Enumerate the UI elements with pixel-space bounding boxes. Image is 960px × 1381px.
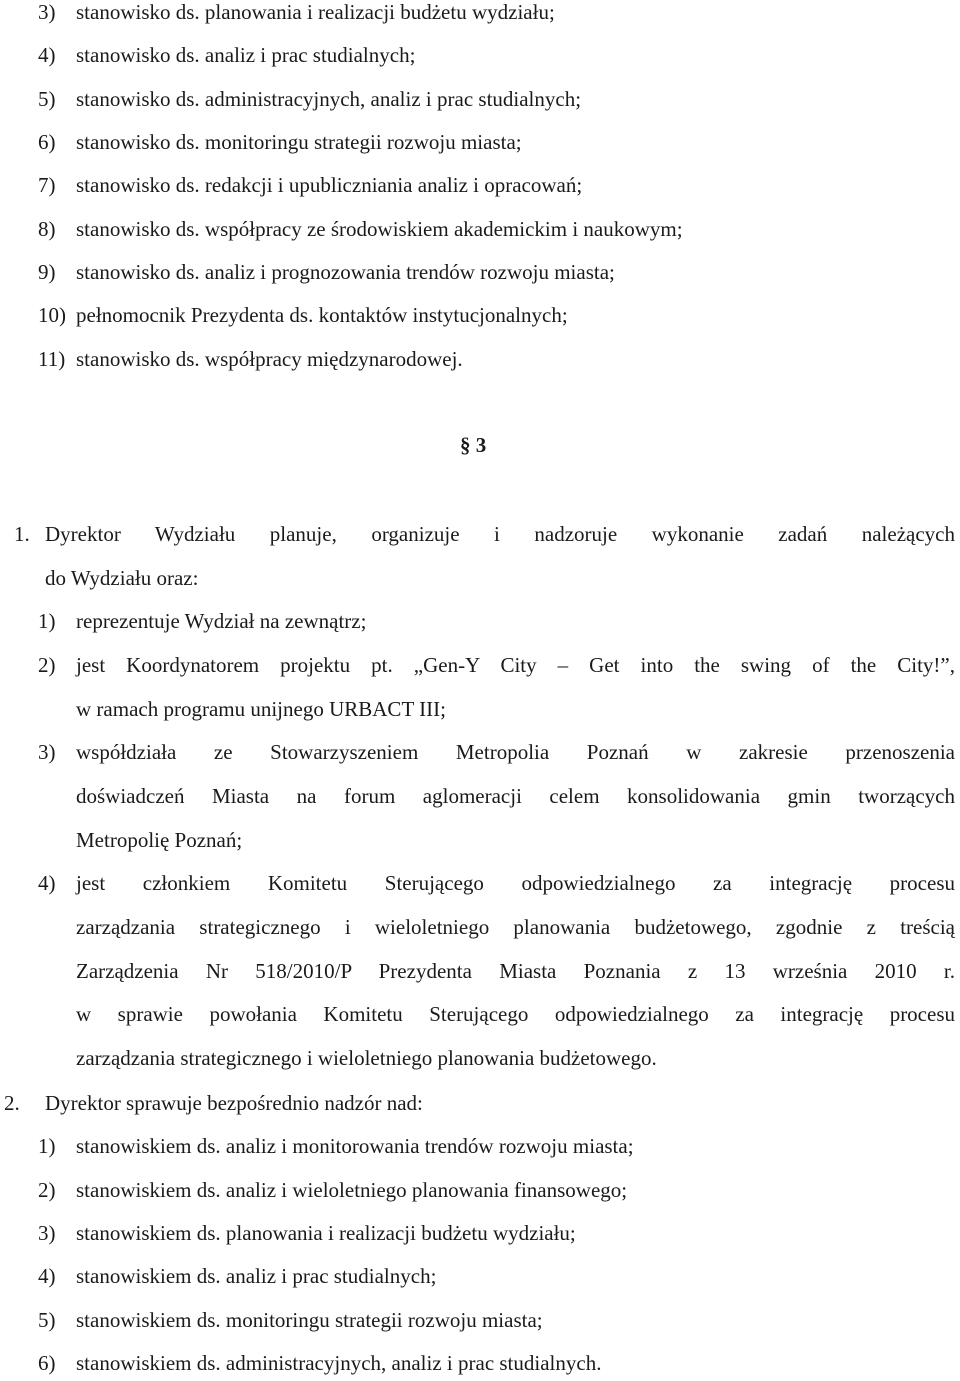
list-item: stanowisko ds. współpracy międzynarodowej. xyxy=(76,347,463,371)
list-item-number: 2) xyxy=(38,1178,56,1202)
list-item-number: 6) xyxy=(38,130,56,154)
paragraph-line: do Wydziału oraz: xyxy=(45,566,199,590)
list-item-number: 4) xyxy=(38,871,56,895)
list-item: stanowisko ds. analiz i prac studialnych; xyxy=(76,43,416,67)
list-item-number: 2) xyxy=(38,653,56,677)
list-item-number: 9) xyxy=(38,260,56,284)
list-item-number: 6) xyxy=(38,1351,56,1375)
list-item: jest Koordynatorem projektu pt. „Gen-Y City – Get into the swing of the City!”, xyxy=(76,653,955,677)
list-item: stanowisko ds. analiz i prognozowania trendów rozwoju miasta; xyxy=(76,260,615,284)
paragraph-line: Dyrektor sprawuje bezpośrednio nadzór nad: xyxy=(45,1091,423,1115)
list-item-number: 11) xyxy=(38,347,66,371)
list-item: stanowiskiem ds. monitoringu strategii rozwoju miasta; xyxy=(76,1308,543,1332)
list-item-number: 1) xyxy=(38,1134,56,1158)
list-item: jest członkiem Komitetu Sterującego odpowiedzialnego za integrację procesu xyxy=(76,871,955,895)
list-item-continuation: doświadczeń Miasta na forum aglomeracji celem konsolidowania gmin tworzących xyxy=(76,784,955,808)
paragraph-number: 2. xyxy=(4,1091,20,1115)
list-item: stanowisko ds. redakcji i upubliczniania analiz i opracowań; xyxy=(76,173,583,197)
list-item-continuation: zarządzania strategicznego i wieloletniego planowania budżetowego. xyxy=(76,1046,657,1070)
list-item: pełnomocnik Prezydenta ds. kontaktów instytucjonalnych; xyxy=(76,303,568,327)
list-item-number: 1) xyxy=(38,609,56,633)
list-item-continuation: w sprawie powołania Komitetu Sterującego odpowiedzialnego za integrację procesu xyxy=(76,1002,955,1026)
list-item: stanowiskiem ds. analiz i prac studialnych; xyxy=(76,1264,437,1288)
list-item: stanowisko ds. administracyjnych, analiz i prac studialnych; xyxy=(76,87,582,111)
list-item: stanowisko ds. monitoringu strategii rozwoju miasta; xyxy=(76,130,522,154)
list-item: stanowisko ds. współpracy ze środowiskiem akademickim i naukowym; xyxy=(76,217,683,241)
paragraph-number: 1. xyxy=(14,522,30,546)
list-item-number: 5) xyxy=(38,87,56,111)
list-item-number: 10) xyxy=(38,303,66,327)
list-item: stanowiskiem ds. analiz i monitorowania trendów rozwoju miasta; xyxy=(76,1134,634,1158)
list-item-number: 5) xyxy=(38,1308,56,1332)
list-item: stanowisko ds. planowania i realizacji budżetu wydziału; xyxy=(76,0,555,24)
list-item-continuation: Zarządzenia Nr 518/2010/P Prezydenta Miasta Poznania z 13 września 2010 r. xyxy=(76,959,955,983)
list-item-number: 3) xyxy=(38,0,56,24)
list-item: stanowiskiem ds. analiz i wieloletniego planowania finansowego; xyxy=(76,1178,628,1202)
list-item: stanowiskiem ds. planowania i realizacji budżetu wydziału; xyxy=(76,1221,576,1245)
list-item-continuation: w ramach programu unijnego URBACT III; xyxy=(76,697,446,721)
list-item-number: 3) xyxy=(38,1221,56,1245)
section-heading: § 3 xyxy=(460,433,487,457)
list-item-number: 4) xyxy=(38,1264,56,1288)
list-item: stanowiskiem ds. administracyjnych, analiz i prac studialnych. xyxy=(76,1351,602,1375)
list-item: współdziała ze Stowarzyszeniem Metropolia Poznań w zakresie przenoszenia xyxy=(76,740,955,764)
list-item-continuation: zarządzania strategicznego i wieloletniego planowania budżetowego, zgodnie z treścią xyxy=(76,915,955,939)
list-item: reprezentuje Wydział na zewnątrz; xyxy=(76,609,367,633)
list-item-number: 8) xyxy=(38,217,56,241)
paragraph-line xyxy=(45,522,955,546)
list-item-continuation: Metropolię Poznań; xyxy=(76,828,243,852)
list-item-number: 4) xyxy=(38,43,56,67)
list-item-number: 3) xyxy=(38,740,56,764)
paragraph-text: Dyrektor Wydziału planuje, organizuje i nadzoruje wykonanie zadań należących xyxy=(45,522,955,546)
list-item-number: 7) xyxy=(38,173,56,197)
